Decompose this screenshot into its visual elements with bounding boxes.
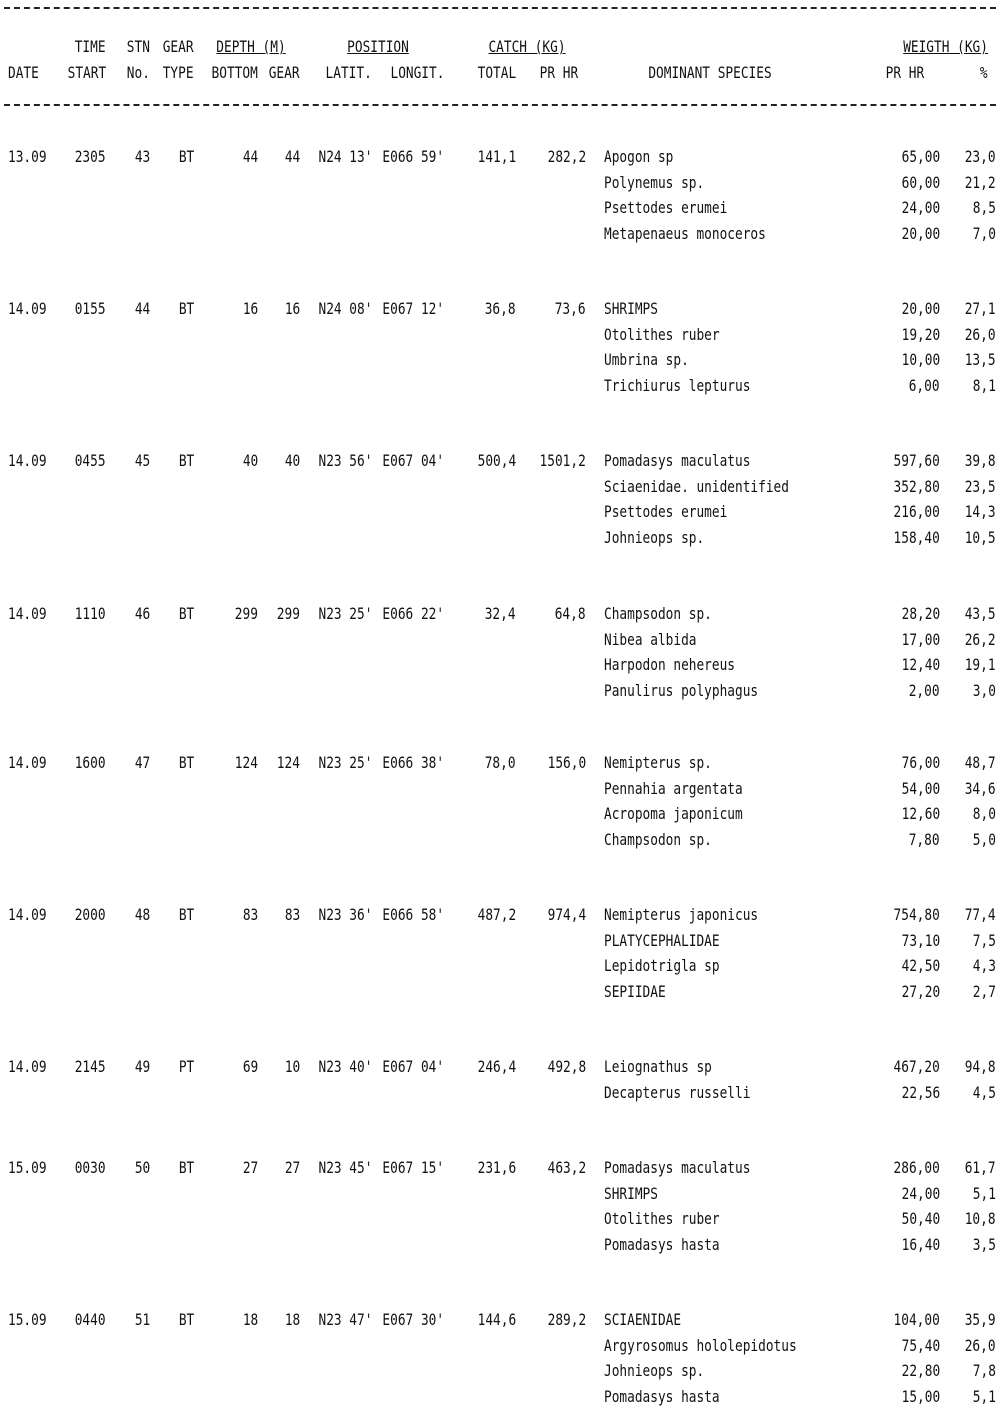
species-name: SHRIMPS	[604, 1184, 658, 1203]
species-name: Psettodes erumei	[604, 502, 728, 521]
station-stn: 45	[134, 451, 150, 470]
species-percent: 26,0	[965, 325, 996, 344]
species-name: Johnieops sp.	[604, 528, 705, 547]
station-catch-pr-hr: 974,4	[547, 905, 586, 924]
station-catch-total: 141,1	[477, 147, 516, 166]
station-stn: 44	[134, 299, 150, 318]
species-percent: 4,5	[972, 1083, 996, 1102]
header-catch: CATCH (KG)	[488, 37, 566, 56]
species-weight-pr-hr: 597,60	[893, 451, 940, 470]
station-catch-pr-hr: 463,2	[547, 1158, 586, 1177]
species-weight-pr-hr: 10,00	[901, 350, 940, 369]
station-depth-bottom: 83	[242, 905, 258, 924]
station-date: 13.09	[8, 147, 47, 166]
station-gear-type: BT	[178, 451, 194, 470]
species-percent: 4,3	[972, 956, 996, 975]
species-weight-pr-hr: 20,00	[901, 224, 940, 243]
station-lat: N23 36'	[318, 905, 372, 924]
station-lat: N23 25'	[318, 604, 372, 623]
species-percent: 61,7	[965, 1158, 996, 1177]
station-lon: E067 04'	[382, 1057, 444, 1076]
species-percent: 77,4	[965, 905, 996, 924]
station-gear-type: BT	[178, 147, 194, 166]
station-lat: N23 25'	[318, 753, 372, 772]
header-longit: LONGIT.	[390, 63, 444, 82]
header-position: POSITION	[347, 37, 409, 56]
station-depth-gear: 124	[276, 753, 300, 772]
species-percent: 35,9	[965, 1310, 996, 1329]
station-depth-gear: 10	[284, 1057, 300, 1076]
station-time: 0455	[75, 451, 106, 470]
station-gear-type: PT	[178, 1057, 194, 1076]
header-weigth: WEIGTH (KG)	[903, 37, 988, 56]
species-percent: 5,1	[972, 1184, 996, 1203]
header-type: TYPE	[163, 63, 194, 82]
species-weight-pr-hr: 22,56	[901, 1083, 940, 1102]
station-gear-type: BT	[178, 905, 194, 924]
station-depth-gear: 299	[276, 604, 300, 623]
station-gear-type: BT	[178, 1310, 194, 1329]
species-weight-pr-hr: 42,50	[901, 956, 940, 975]
station-stn: 48	[134, 905, 150, 924]
station-gear-type: BT	[178, 604, 194, 623]
species-weight-pr-hr: 28,20	[901, 604, 940, 623]
station-catch-pr-hr: 1501,2	[539, 451, 586, 470]
species-weight-pr-hr: 54,00	[901, 779, 940, 798]
species-weight-pr-hr: 17,00	[901, 630, 940, 649]
station-lon: E067 12'	[382, 299, 444, 318]
station-catch-total: 500,4	[477, 451, 516, 470]
species-name: SEPIIDAE	[604, 982, 666, 1001]
species-percent: 5,1	[972, 1387, 996, 1406]
species-name: Trichiurus lepturus	[604, 376, 751, 395]
station-time: 2305	[75, 147, 106, 166]
station-depth-gear: 16	[284, 299, 300, 318]
header-start: START	[67, 63, 106, 82]
species-name: Johnieops sp.	[604, 1361, 705, 1380]
station-depth-bottom: 299	[234, 604, 258, 623]
station-date: 14.09	[8, 1057, 47, 1076]
species-name: Otolithes ruber	[604, 325, 720, 344]
species-percent: 7,8	[972, 1361, 996, 1380]
station-lon: E066 22'	[382, 604, 444, 623]
station-lat: N23 56'	[318, 451, 372, 470]
station-date: 14.09	[8, 604, 47, 623]
species-name: Pomadasys maculatus	[604, 451, 751, 470]
station-time: 0440	[75, 1310, 106, 1329]
species-weight-pr-hr: 65,00	[901, 147, 940, 166]
station-time: 1600	[75, 753, 106, 772]
species-name: Pomadasys maculatus	[604, 1158, 751, 1177]
species-weight-pr-hr: 6,00	[909, 376, 940, 395]
species-percent: 3,5	[972, 1235, 996, 1254]
species-name: Champsodon sp.	[604, 604, 712, 623]
species-percent: 23,5	[965, 477, 996, 496]
species-name: Apogon sp	[604, 147, 674, 166]
species-name: Sciaenidae. unidentified	[604, 477, 789, 496]
species-percent: 23,0	[965, 147, 996, 166]
species-percent: 8,1	[972, 376, 996, 395]
species-percent: 26,0	[965, 1336, 996, 1355]
station-gear-type: BT	[178, 299, 194, 318]
species-name: SCIAENIDAE	[604, 1310, 682, 1329]
station-stn: 46	[134, 604, 150, 623]
header-no: No.	[126, 63, 150, 82]
species-weight-pr-hr: 158,40	[893, 528, 940, 547]
species-name: Pomadasys hasta	[604, 1387, 720, 1406]
station-time: 1110	[75, 604, 106, 623]
header-bottom: BOTTOM	[211, 63, 258, 82]
header-time: TIME	[75, 37, 106, 56]
station-date: 14.09	[8, 299, 47, 318]
species-name: Psettodes erumei	[604, 198, 728, 217]
station-lon: E067 15'	[382, 1158, 444, 1177]
species-name: Nemipterus sp.	[604, 753, 712, 772]
species-weight-pr-hr: 24,00	[901, 1184, 940, 1203]
species-name: Pomadasys hasta	[604, 1235, 720, 1254]
station-catch-pr-hr: 73,6	[555, 299, 586, 318]
station-catch-pr-hr: 282,2	[547, 147, 586, 166]
station-depth-bottom: 124	[234, 753, 258, 772]
station-catch-pr-hr: 156,0	[547, 753, 586, 772]
species-name: Leiognathus sp	[604, 1057, 712, 1076]
species-weight-pr-hr: 76,00	[901, 753, 940, 772]
station-date: 14.09	[8, 905, 47, 924]
species-percent: 13,5	[965, 350, 996, 369]
station-stn: 47	[134, 753, 150, 772]
station-catch-pr-hr: 64,8	[555, 604, 586, 623]
station-depth-bottom: 69	[242, 1057, 258, 1076]
station-time: 2145	[75, 1057, 106, 1076]
species-weight-pr-hr: 12,60	[901, 804, 940, 823]
station-lon: E067 30'	[382, 1310, 444, 1329]
station-gear-type: BT	[178, 753, 194, 772]
station-time: 2000	[75, 905, 106, 924]
station-gear-type: BT	[178, 1158, 194, 1177]
station-date: 15.09	[8, 1158, 47, 1177]
species-percent: 39,8	[965, 451, 996, 470]
header-percent: %	[980, 63, 988, 82]
station-depth-gear: 40	[284, 451, 300, 470]
species-weight-pr-hr: 16,40	[901, 1235, 940, 1254]
header-gear: GEAR	[163, 37, 194, 56]
station-date: 14.09	[8, 753, 47, 772]
header-date: DATE	[8, 63, 39, 82]
station-stn: 49	[134, 1057, 150, 1076]
species-name: Panulirus polyphagus	[604, 681, 759, 700]
species-weight-pr-hr: 75,40	[901, 1336, 940, 1355]
species-percent: 43,5	[965, 604, 996, 623]
station-time: 0155	[75, 299, 106, 318]
station-catch-total: 487,2	[477, 905, 516, 924]
species-weight-pr-hr: 286,00	[893, 1158, 940, 1177]
species-weight-pr-hr: 20,00	[901, 299, 940, 318]
species-percent: 19,1	[965, 655, 996, 674]
header-total: TOTAL	[477, 63, 516, 82]
species-percent: 48,7	[965, 753, 996, 772]
station-catch-total: 32,4	[485, 604, 516, 623]
species-weight-pr-hr: 60,00	[901, 173, 940, 192]
station-lon: E067 04'	[382, 451, 444, 470]
header-weight-pr-hr: PR HR	[885, 63, 924, 82]
species-name: Lepidotrigla sp	[604, 956, 720, 975]
station-stn: 43	[134, 147, 150, 166]
station-depth-gear: 18	[284, 1310, 300, 1329]
station-date: 14.09	[8, 451, 47, 470]
species-name: Acropoma japonicum	[604, 804, 743, 823]
species-name: Metapenaeus monoceros	[604, 224, 766, 243]
species-name: Argyrosomus hololepidotus	[604, 1336, 797, 1355]
species-name: Nibea albida	[604, 630, 697, 649]
species-name: Decapterus russelli	[604, 1083, 751, 1102]
species-weight-pr-hr: 2,00	[909, 681, 940, 700]
header-latit: LATIT.	[325, 63, 372, 82]
species-weight-pr-hr: 73,10	[901, 931, 940, 950]
station-depth-bottom: 40	[242, 451, 258, 470]
station-catch-pr-hr: 289,2	[547, 1310, 586, 1329]
species-percent: 27,1	[965, 299, 996, 318]
species-weight-pr-hr: 24,00	[901, 198, 940, 217]
species-percent: 5,0	[972, 830, 996, 849]
station-catch-total: 144,6	[477, 1310, 516, 1329]
species-name: Harpodon nehereus	[604, 655, 736, 674]
species-percent: 10,5	[965, 528, 996, 547]
header-stn: STN	[126, 37, 150, 56]
species-percent: 34,6	[965, 779, 996, 798]
station-lat: N23 40'	[318, 1057, 372, 1076]
station-stn: 51	[134, 1310, 150, 1329]
station-catch-total: 231,6	[477, 1158, 516, 1177]
station-time: 0030	[75, 1158, 106, 1177]
species-name: Nemipterus japonicus	[604, 905, 759, 924]
species-percent: 94,8	[965, 1057, 996, 1076]
species-name: Polynemus sp.	[604, 173, 705, 192]
species-percent: 8,0	[972, 804, 996, 823]
station-depth-bottom: 44	[242, 147, 258, 166]
species-name: Umbrina sp.	[604, 350, 689, 369]
station-depth-gear: 83	[284, 905, 300, 924]
station-lon: E066 59'	[382, 147, 444, 166]
species-name: Otolithes ruber	[604, 1209, 720, 1228]
species-percent: 3,0	[972, 681, 996, 700]
species-weight-pr-hr: 7,80	[909, 830, 940, 849]
species-weight-pr-hr: 216,00	[893, 502, 940, 521]
species-percent: 26,2	[965, 630, 996, 649]
species-weight-pr-hr: 22,80	[901, 1361, 940, 1380]
species-name: Pennahia argentata	[604, 779, 743, 798]
species-percent: 2,7	[972, 982, 996, 1001]
station-catch-total: 246,4	[477, 1057, 516, 1076]
species-weight-pr-hr: 754,80	[893, 905, 940, 924]
station-lat: N24 13'	[318, 147, 372, 166]
header-gear-depth: GEAR	[269, 63, 300, 82]
species-percent: 7,5	[972, 931, 996, 950]
species-name: PLATYCEPHALIDAE	[604, 931, 720, 950]
station-lat: N24 08'	[318, 299, 372, 318]
station-lon: E066 58'	[382, 905, 444, 924]
species-weight-pr-hr: 50,40	[901, 1209, 940, 1228]
station-catch-pr-hr: 492,8	[547, 1057, 586, 1076]
station-catch-total: 78,0	[485, 753, 516, 772]
header-catch-pr-hr: PR HR	[539, 63, 578, 82]
station-date: 15.09	[8, 1310, 47, 1329]
species-name: Champsodon sp.	[604, 830, 712, 849]
species-weight-pr-hr: 15,00	[901, 1387, 940, 1406]
station-lat: N23 45'	[318, 1158, 372, 1177]
species-weight-pr-hr: 27,20	[901, 982, 940, 1001]
species-percent: 10,8	[965, 1209, 996, 1228]
station-lat: N23 47'	[318, 1310, 372, 1329]
species-weight-pr-hr: 467,20	[893, 1057, 940, 1076]
species-weight-pr-hr: 352,80	[893, 477, 940, 496]
species-weight-pr-hr: 104,00	[893, 1310, 940, 1329]
station-depth-bottom: 27	[242, 1158, 258, 1177]
species-name: SHRIMPS	[604, 299, 658, 318]
station-depth-gear: 27	[284, 1158, 300, 1177]
station-depth-bottom: 18	[242, 1310, 258, 1329]
species-weight-pr-hr: 12,40	[901, 655, 940, 674]
species-percent: 8,5	[972, 198, 996, 217]
species-percent: 14,3	[965, 502, 996, 521]
station-depth-gear: 44	[284, 147, 300, 166]
header-depth: DEPTH (M)	[216, 37, 286, 56]
species-percent: 7,0	[972, 224, 996, 243]
station-stn: 50	[134, 1158, 150, 1177]
station-lon: E066 38'	[382, 753, 444, 772]
station-catch-total: 36,8	[485, 299, 516, 318]
species-weight-pr-hr: 19,20	[901, 325, 940, 344]
species-percent: 21,2	[965, 173, 996, 192]
header-dominant-species: DOMINANT SPECIES	[648, 63, 772, 82]
station-depth-bottom: 16	[242, 299, 258, 318]
